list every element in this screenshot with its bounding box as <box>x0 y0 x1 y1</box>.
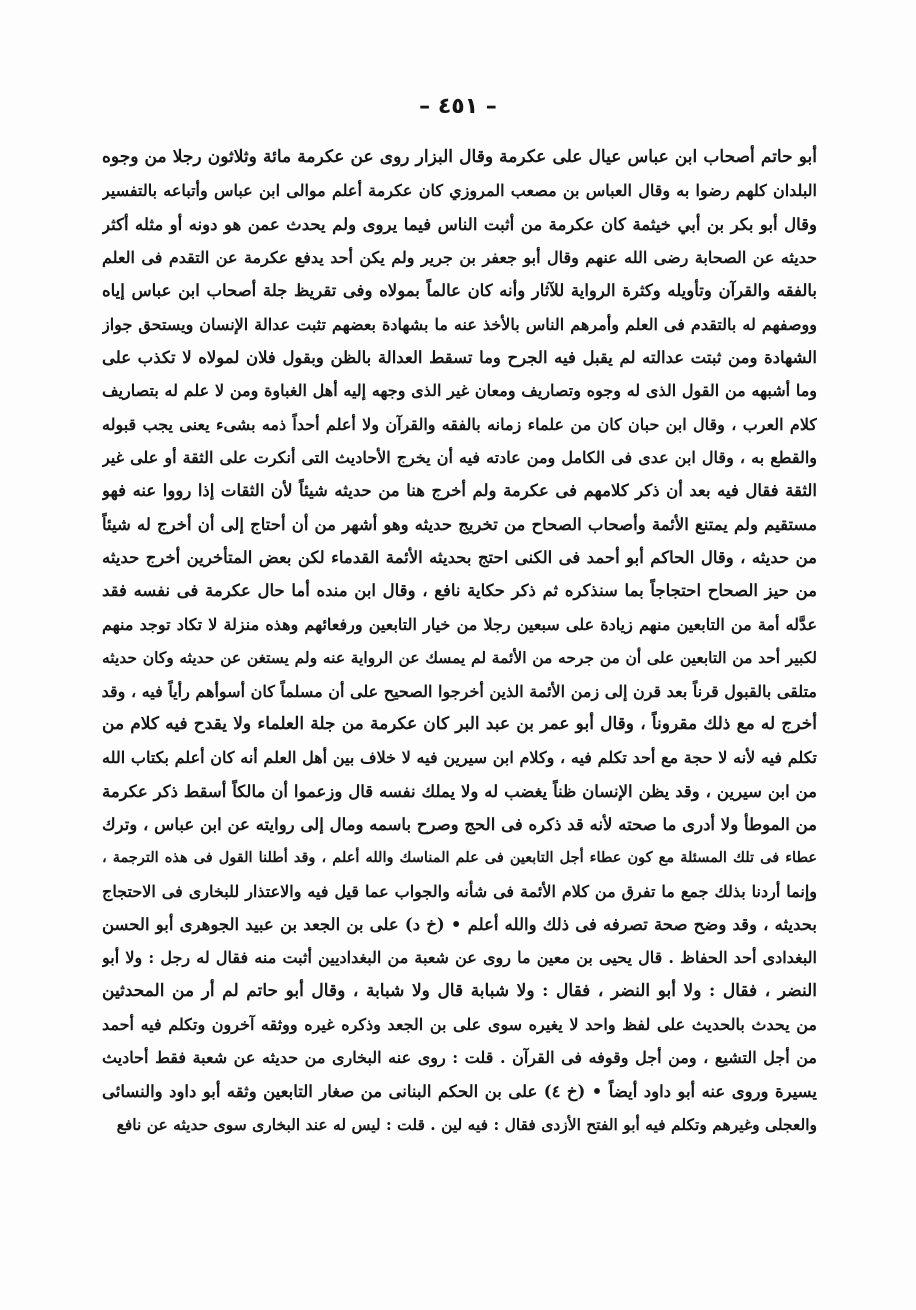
text-line: أبو حاتم أصحاب ابن عباس عيال على عكرمة وقال البزار روى عن عكرمة مائة وثلاثون رجلا من وجوه <box>102 147 817 167</box>
text-line: لكبير أحد من التابعين على أن من جرحه من الأئمة لم يمسك عن الرواية عنه ولم يستغن عن حديثه وكان حديثه <box>102 648 817 668</box>
text-line: حديثه عن الصحابة رضى الله عنهم وقال أبو جعفر بن جرير ولم يكن أحد يدفع عكرمة عن التقدم فى العلم <box>102 248 817 268</box>
text-line: البغدادى أحد الحفاظ . قال يحيى بن معين ما روى عن شعبة من البغداديين أثبت منه فقال له رجل : ولا أبو <box>102 948 817 968</box>
text-line: مستقيم ولم يمتنع الأئمة وأصحاب الصحاح من تخريج حديثه وهو أشهر من أن أحتاج إلى أن أخرج له شيئاً <box>102 514 817 534</box>
text-line: من يحدث بالحديث على لفظ واحد لا يغيره سوى على بن الجعد وذكره غيره ووثقه آخرون وتكلم فيه أحمد <box>102 1014 817 1034</box>
text-line: وإنما أردنا بذلك جمع ما تفرق من كلام الأئمة فى شأنه والجواب عما قيل فيه والاعتذار للبخارى فى الاحتجاج <box>102 881 817 901</box>
text-line: ووصفهم له بالتقدم فى العلم وأمرهم الناس بالأخذ عنه ما بشهادة بعضهم تثبت عدالة الإنسان ويستحق جواز <box>102 314 817 334</box>
text-line: والعجلى وغيرهم وتكلم فيه أبو الفتح الأزدى فقال : فيه لين . قلت : ليس له عند البخارى سوى حديثه عن نافع <box>116 1114 817 1134</box>
text-line: من الموطأ ولا أدرى ما صحته لأنه قد ذكره فى الحج وصرح باسمه ومال إلى روايته عن ابن عباس ، وترك <box>102 814 817 834</box>
text-line: عطاء فى تلك المسئلة مع كون عطاء أجل التابعين فى علم المناسك والله أعلم ، وقد أطلنا القول فى هذه الترجمة ، <box>102 849 817 867</box>
text-line: الثقة فقال فيه بعد أن ذكر كلامهم فى عكرمة ولم أخرج هنا من حديثه شيئاً لأن الثقات إذا رووا عنه فهو <box>102 481 817 501</box>
text-line: والقطع به ، وقال ابن عدى فى الكامل ومن عادته فيه أن يخرج الأحاديث التى أنكرت على الثقة أو على غير <box>102 448 817 468</box>
text-line: متلقى بالقبول قرناً بعد قرن إلى زمن الأئمة الذين أخرجوا الصحيح على أن مسلماً كان أسوأهم رأياً فيه ، وقد <box>102 681 817 701</box>
text-line: الشهادة ومن ثبتت عدالته لم يقبل فيه الجرح وما تسقط العدالة بالظن وبقول فلان لمولاه لا تكذب على <box>102 348 817 368</box>
text-line: كلام العرب ، وقال ابن حبان كان من علماء زمانه بالفقه والقرآن ولا أعلم أحداً ذمه بشىء يعنى يجب قبوله <box>102 414 817 434</box>
text-line: وقال أبو بكر بن أبي خيثمة كان عكرمة من أثبت الناس فيما يروى ولم يحدث عمن هو دونه أو مثله أكثر <box>102 214 817 234</box>
text-line: وما أشبهه من القول الذى له وجوه وتصاريف ومعان غير الذى وجهه إليه أهل الغباوة ومن لا علم له بتصاريف <box>102 381 817 401</box>
text-line: بحديثه ، وقد وضح صحة تصرفه فى ذلك والله أعلم • (خ د) على بن الجعد بن عبيد الجوهرى أبو الحسن <box>102 914 817 934</box>
text-line: البلدان كلهم رضوا به وقال العباس بن مصعب المروزي كان عكرمة أعلم موالى ابن عباس وأتباعه بالتفسير <box>102 181 817 201</box>
text-line: من أجل التشيع ، ومن أجل وقوفه فى القرآن . قلت : روى عنه البخارى من حديثه عن شعبة فقط أحاديث <box>102 1048 817 1068</box>
text-line: من حديثه ، وقال الحاكم أبو أحمد فى الكنى احتج بحديثه الأئمة القدماء لكن بعض المتأخرين أخرج حديثه <box>102 548 817 568</box>
text-line: عدَّله أمة من التابعين منهم زيادة على سبعين رجلا من خيار التابعين ورفعائهم وهذه منزلة لا تكاد توجد منهم <box>102 614 817 634</box>
text-line: تكلم فيه لأنه لا حجة مع أحد تكلم فيه ، وكلام ابن سيرين فيه لا خلاف بين أهل العلم أنه كان أعلم بكتاب الله <box>102 748 817 768</box>
text-line: من ابن سيرين ، وقد يظن الإنسان ظناً يغضب له ولا يملك نفسه قال وزعموا أن مالكاً أسقط ذكر عكرمة <box>102 781 817 801</box>
text-line: النضر ، فقال : ولا أبو النضر ، فقال : ولا شبابة قال ولا شبابة ، وقال أبو حاتم لم أر من المحدثين <box>102 980 817 1001</box>
text-line: يسيرة وروى عنه أبو داود أيضاً • (خ ٤) على بن الحكم البنانى من صغار التابعين وثقه أبو داود والنسائى <box>102 1081 817 1101</box>
body-text <box>102 141 817 1141</box>
page-number: – ٤٥١ – <box>419 94 497 119</box>
text-line: بالفقه والقرآن وتأويله وكثرة الرواية للآثار وأنه كان عالماً بمولاه وفى تقريظ جلة أصحاب ابن عباس إياه <box>102 281 817 301</box>
text-line: أخرج له مع ذلك مقروناً ، وقال أبو عمر بن عبد البر كان عكرمة من جلة العلماء ولا يقدح فيه كلام من <box>102 713 817 734</box>
text-line: من حيز الصحاح احتجاجاً بما سنذكره ثم ذكر حكاية نافع ، وقال ابن منده أما حال عكرمة فى نفسه فقد <box>102 581 817 601</box>
